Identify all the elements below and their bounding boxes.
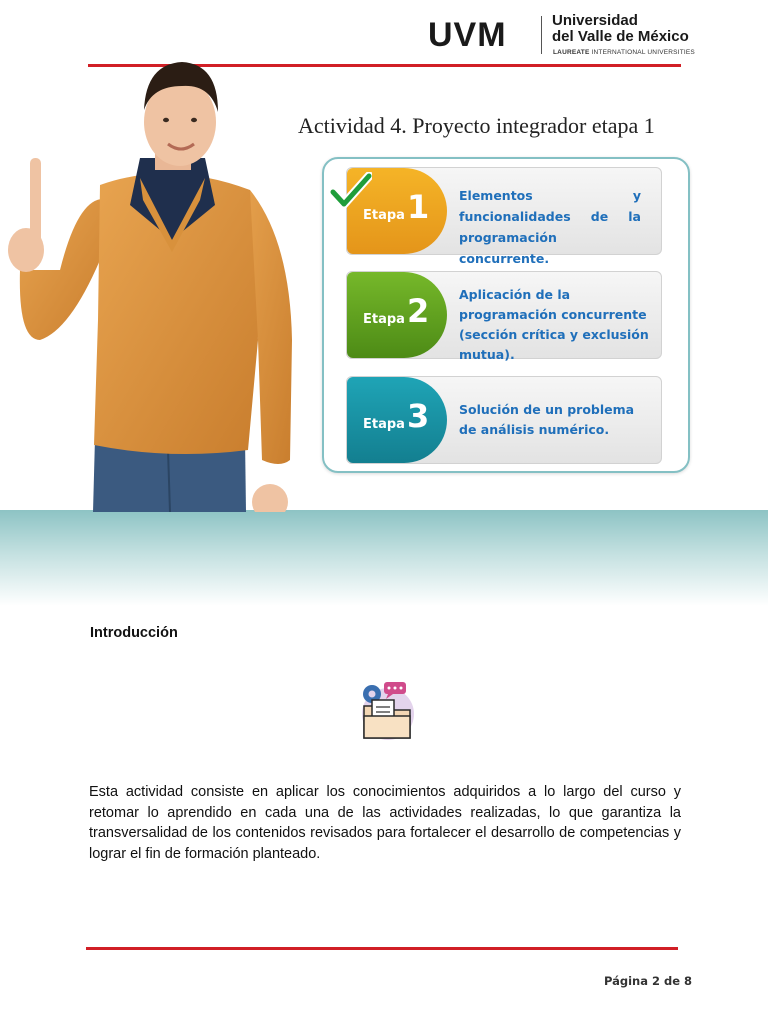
university-name-line1: Universidad — [552, 12, 638, 29]
page-number: Página 2 de 8 — [604, 974, 693, 988]
stage-1-card — [346, 167, 662, 266]
uvm-logo: UVM — [428, 16, 507, 54]
university-name — [552, 13, 689, 45]
stage-1-number: 1 — [407, 188, 430, 226]
university-name-line2: del Valle de México — [552, 28, 689, 45]
student-illustration — [0, 40, 300, 512]
footer-divider — [86, 947, 678, 950]
laureate-rest: INTERNATIONAL UNIVERSITIES — [589, 49, 695, 56]
intro-paragraph: Esta actividad consiste en aplicar los conocimientos adquiridos a lo largo del curso y retomar lo aprendido en cada una de las actividades realizadas, lo que garantiza la transversalidad de los contenidos revisados para fortalecer el desarrollo de competencias y lograr el fin de formación planteado. — [89, 784, 681, 862]
logo-separator — [541, 16, 542, 54]
stage-1-description: Elementos y funcionalidades de la programación concurrente. — [459, 188, 641, 266]
document-gear-icon — [356, 680, 416, 742]
stage-2-description: Aplicación de la programación concurrente (sección crítica y exclusión mutua). — [459, 287, 649, 362]
stage-2-number: 2 — [407, 292, 430, 330]
intro-heading: Introducción — [90, 625, 178, 641]
checkmark-icon — [330, 172, 372, 210]
laureate-bold: LAUREATE — [553, 49, 590, 56]
hero-band — [0, 510, 768, 606]
stage-3-description: Solución de un problema de análisis numérico. — [459, 402, 635, 437]
stage-1-label: Etapa — [363, 208, 405, 223]
activity-title: Actividad 4. Proyecto integrador etapa 1 — [298, 113, 655, 138]
stage-2-label: Etapa — [363, 312, 405, 327]
stage-2-card — [346, 271, 662, 362]
stage-3-number: 3 — [407, 397, 430, 435]
stage-3-label: Etapa — [363, 417, 405, 432]
stage-3-card — [346, 376, 662, 464]
laureate-tagline — [553, 49, 695, 56]
